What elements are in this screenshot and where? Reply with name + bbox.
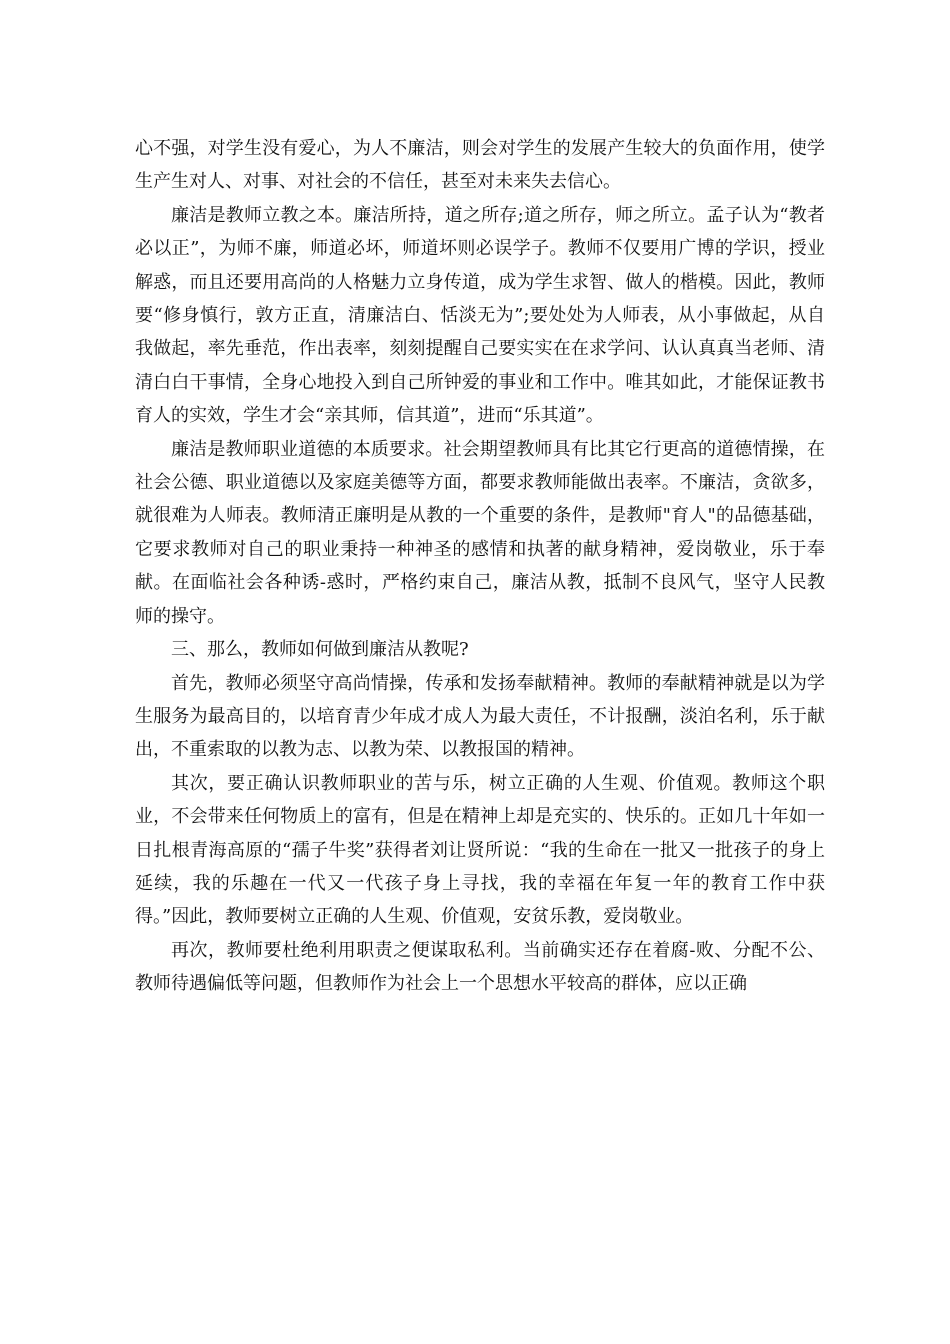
document-page (135, 132, 825, 1001)
paragraph-first: 首先，教师必须坚守高尚情操，传承和发扬奉献精神。教师的奉献精神就是以为学生服务为最高目的，以培育青少年成才成人为最大责任，不计报酬，淡泊名利，乐于献出，不重索取的以教为志、以教为荣、以教报国的精神。 (135, 672, 825, 761)
paragraph-second: 其次，要正确认识教师职业的苦与乐，树立正确的人生观、价值观。教师这个职业，不会带来任何物质上的富有，但是在精神上却是充实的、快乐的。正如几十年如一日扎根青海高原的“孺子牛奖”获得者刘让贤所说：“我的生命在一批又一批孩子的身上延续，我的乐趣在一代又一代孩子身上寻找，我的幸福在年复一年的教育工作中获得。”因此，教师要树立正确的人生观、价值观，安贫乐教，爱岗敬业。 (135, 772, 825, 928)
section-heading-how-to: 三、那么，教师如何做到廉洁从教呢? (171, 639, 469, 661)
paragraph-integrity-foundation: 廉洁是教师立教之本。廉洁所持，道之所存;道之所存，师之所立。孟子认为“教者必以正”，为师不廉，师道必坏，师道坏则必误学子。教师不仅要用广博的学识，授业解惑，而且还要用高尚的人格魅力立身传道，成为学生求智、做人的楷模。因此，教师要“修身慎行，敦方正直，清廉洁白、恬淡无为”;要处处为人师表，从小事做起，从自我做起，率先垂范，作出表率，刻刻提醒自己要实实在在求学问、认认真真当老师、清清白白干事情，全身心地投入到自己所钟爱的事业和工作中。唯其如此，才能保证教书育人的实效，学生才会“亲其师，信其道”，进而“乐其道”。 (135, 204, 825, 427)
paragraph-continuation: 心不强，对学生没有爱心，为人不廉洁，则会对学生的发展产生较大的负面作用，使学生产生对人、对事、对社会的不信任，甚至对未来失去信心。 (135, 138, 825, 193)
paragraph-integrity-ethics: 廉洁是教师职业道德的本质要求。社会期望教师具有比其它行更高的道德情操，在社会公德、职业道德以及家庭美德等方面，都要求教师能做出表率。不廉洁，贪欲多，就很难为人师表。教师清正廉明是从教的一个重要的条件，是教师"育人"的品德基础，它要求教师对自己的职业秉持一种神圣的感情和执著的献身精神，爱岗敬业，乐于奉献。在面临社会各种诱-惑时，严格约束自己，廉洁从教，抵制不良风气，坚守人民教师的操守。 (135, 438, 825, 627)
paragraph-third: 再次，教师要杜绝利用职责之便谋取私利。当前确实还存在着腐-败、分配不公、教师待遇偏低等问题，但教师作为社会上一个思想水平较高的群体，应以正确 (135, 939, 825, 995)
